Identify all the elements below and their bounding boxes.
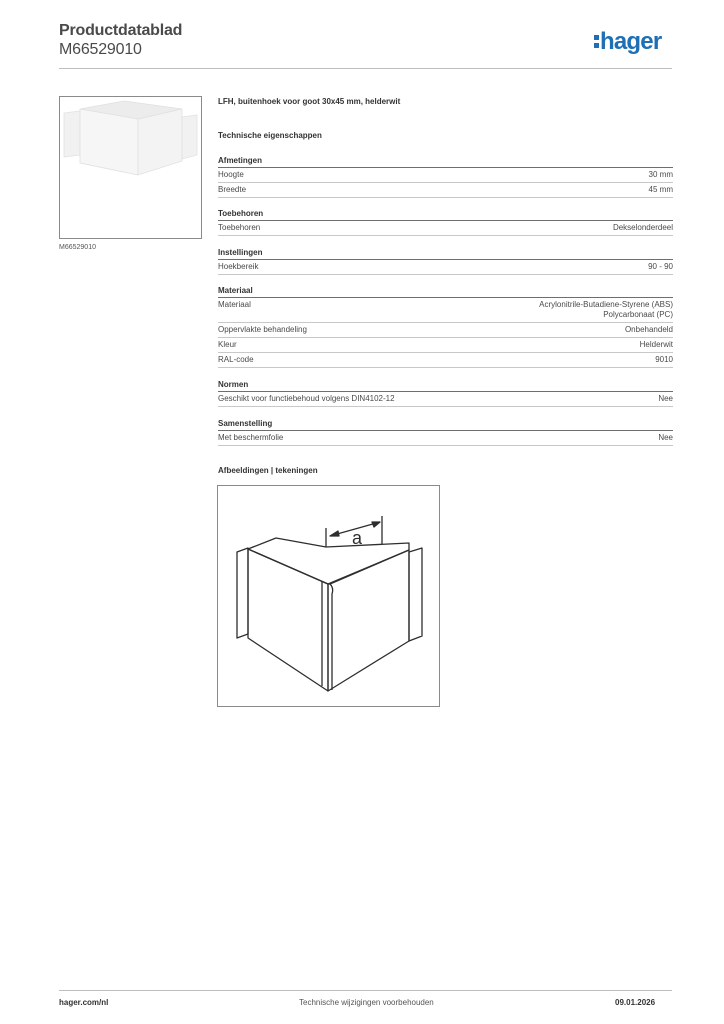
thumbnail-caption: M66529010 bbox=[59, 244, 96, 251]
corner-piece-thumbnail-icon bbox=[60, 97, 201, 238]
dimension-label: a bbox=[352, 528, 363, 548]
footer-website-link[interactable]: hager.com/nl bbox=[59, 998, 109, 1007]
corner-piece-drawing-icon bbox=[218, 486, 439, 706]
section-toebehoren-title: Toebehoren bbox=[218, 209, 673, 221]
table-row bbox=[218, 353, 673, 368]
table-row bbox=[218, 183, 673, 198]
product-code: M66529010 bbox=[59, 41, 142, 58]
section-materiaal-title: Materiaal bbox=[218, 286, 673, 298]
row-label: Hoekbereik bbox=[218, 262, 259, 271]
row-value: 30 mm bbox=[648, 170, 673, 179]
technical-drawing bbox=[217, 485, 440, 707]
table-row bbox=[218, 431, 673, 446]
section-normen-title: Normen bbox=[218, 380, 673, 392]
tech-properties-heading: Technische eigenschappen bbox=[218, 131, 322, 140]
row-label: Geschikt voor functiebehoud volgens DIN4102-12 bbox=[218, 394, 395, 403]
row-value: Dekselonderdeel bbox=[612, 223, 673, 232]
row-value: Nee bbox=[658, 394, 673, 403]
footer-date: 09.01.2026 bbox=[615, 998, 656, 1007]
header-divider bbox=[59, 68, 672, 69]
logo-dots-icon bbox=[594, 33, 599, 50]
section-samenstelling-title: Samenstelling bbox=[218, 419, 673, 431]
table-row bbox=[218, 298, 673, 323]
row-label: RAL-code bbox=[218, 355, 254, 364]
table-row bbox=[218, 338, 673, 353]
drawings-heading: Afbeeldingen | tekeningen bbox=[218, 466, 318, 475]
table-row bbox=[218, 221, 673, 236]
footer-divider bbox=[59, 990, 672, 991]
row-value: 90 - 90 bbox=[648, 262, 673, 271]
row-label: Kleur bbox=[218, 340, 237, 349]
table-row bbox=[218, 260, 673, 275]
row-value: Helderwit bbox=[639, 340, 673, 349]
page-title: Productdatablad bbox=[59, 22, 183, 39]
row-value: Nee bbox=[658, 433, 673, 442]
table-row bbox=[218, 323, 673, 338]
product-thumbnail bbox=[59, 96, 202, 239]
section-instellingen-title: Instellingen bbox=[218, 248, 673, 260]
row-value: 9010 bbox=[655, 355, 673, 364]
row-value-line: Polycarbonaat (PC) bbox=[603, 310, 673, 319]
table-row bbox=[218, 392, 673, 407]
logo-text: hager bbox=[600, 28, 662, 55]
table-row bbox=[218, 168, 673, 183]
row-label: Hoogte bbox=[218, 170, 244, 179]
row-value: 45 mm bbox=[648, 185, 673, 194]
row-label: Breedte bbox=[218, 185, 247, 194]
footer-disclaimer: Technische wijzigingen voorbehouden bbox=[299, 998, 434, 1007]
product-description: LFH, buitenhoek voor goot 30x45 mm, helderwit bbox=[218, 97, 401, 106]
row-label: Oppervlakte behandeling bbox=[218, 325, 307, 334]
row-label: Materiaal bbox=[218, 300, 251, 309]
row-value: Onbehandeld bbox=[624, 325, 673, 334]
hager-logo[interactable] bbox=[594, 28, 661, 56]
row-value bbox=[539, 300, 673, 322]
row-label: Met beschermfolie bbox=[218, 433, 284, 442]
row-label: Toebehoren bbox=[218, 223, 261, 232]
section-afmetingen-title: Afmetingen bbox=[218, 156, 673, 168]
row-value-line: Acrylonitrile-Butadiene-Styrene (ABS) bbox=[539, 300, 673, 309]
